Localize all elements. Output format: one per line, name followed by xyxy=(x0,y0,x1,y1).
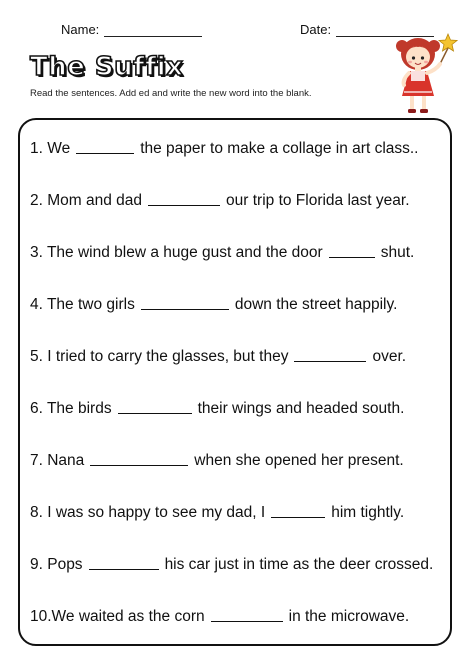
sentence-item xyxy=(30,342,450,366)
sentence-after: our trip to Florida last year. xyxy=(226,192,410,209)
answer-blank[interactable] xyxy=(271,516,325,518)
sentence-item xyxy=(30,238,450,262)
sentence-before: 3. The wind blew a huge gust and the door xyxy=(30,244,323,261)
sentence-before: 5. I tried to carry the glasses, but they xyxy=(30,348,289,365)
sentence-before: 4. The two girls xyxy=(30,296,135,313)
sentence-before: 7. Nana xyxy=(30,452,85,469)
sentence-item xyxy=(30,134,450,158)
sentence-after: the paper to make a collage in art class.. xyxy=(140,140,419,157)
answer-blank[interactable] xyxy=(76,152,134,154)
answer-blank[interactable] xyxy=(329,256,375,258)
sentence-item xyxy=(30,550,450,574)
answer-blank[interactable] xyxy=(90,464,188,466)
sentence-item xyxy=(30,186,450,210)
answer-blank[interactable] xyxy=(89,568,159,570)
name-label: Name: xyxy=(61,22,100,37)
sentence-item xyxy=(30,498,450,522)
sentence-before: 2. Mom and dad xyxy=(30,192,143,209)
sentence-before: 6. The birds xyxy=(30,400,112,417)
answer-blank[interactable] xyxy=(141,308,229,310)
sentence-item xyxy=(30,290,450,314)
sentence-after: over. xyxy=(372,348,407,365)
sentence-after: in the microwave. xyxy=(288,608,410,625)
answer-blank[interactable] xyxy=(118,412,192,414)
name-blank[interactable] xyxy=(104,36,202,37)
sentence-before: 9. Pops xyxy=(30,556,83,573)
sentence-before: 1. We xyxy=(30,140,71,157)
instructions-text: Read the sentences. Add ed and write the new word into the blank. xyxy=(30,88,312,99)
sentence-item xyxy=(30,602,450,626)
girl-with-star-wand-icon xyxy=(392,30,458,118)
sentence-item xyxy=(30,446,450,470)
sentence-after: down the street happily. xyxy=(234,296,398,313)
date-label: Date: xyxy=(300,22,332,37)
answer-blank[interactable] xyxy=(211,620,283,622)
sentence-after: shut. xyxy=(380,244,415,261)
sentence-before: 8. I was so happy to see my dad, I xyxy=(30,504,266,521)
answer-blank[interactable] xyxy=(294,360,366,362)
sentence-after: him tightly. xyxy=(331,504,405,521)
sentence-item xyxy=(30,394,450,418)
worksheet-title: The Suffix xyxy=(30,52,184,82)
sentence-after: their wings and headed south. xyxy=(197,400,405,417)
sentence-after: when she opened her present. xyxy=(194,452,404,469)
answer-blank[interactable] xyxy=(148,204,220,206)
sentence-after: his car just in time as the deer crossed. xyxy=(164,556,434,573)
sentence-before: 10.We waited as the corn xyxy=(30,608,205,625)
